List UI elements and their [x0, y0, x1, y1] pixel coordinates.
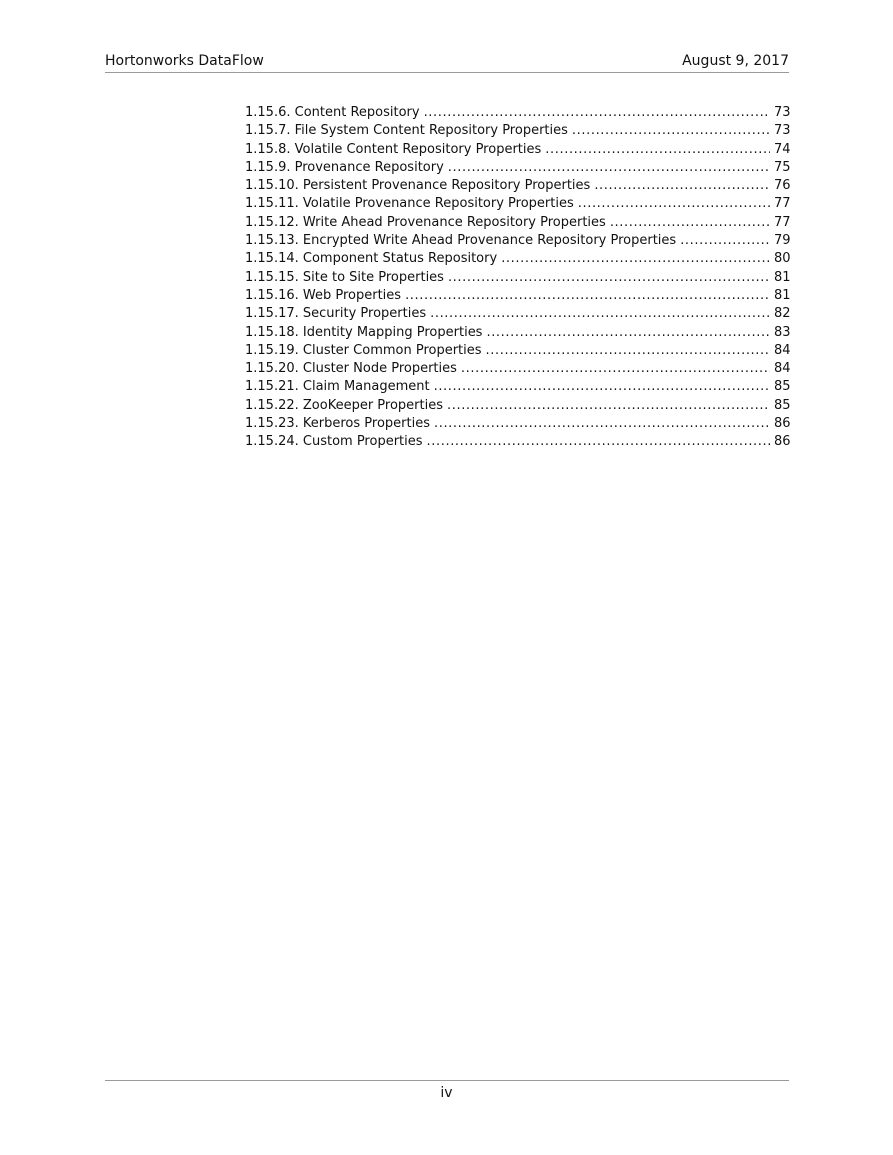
document-date: August 9, 2017	[682, 53, 789, 69]
toc-leader	[405, 287, 770, 305]
toc-entry-page[interactable]: 79	[774, 233, 791, 249]
toc-entry-title[interactable]: 1.15.17. Security Properties	[245, 306, 427, 322]
toc-entry-title[interactable]: 1.15.20. Cluster Node Properties	[245, 361, 457, 377]
toc-entry-title[interactable]: 1.15.18. Identity Mapping Properties	[245, 324, 483, 340]
toc-entry[interactable]	[245, 250, 790, 268]
toc-entry[interactable]	[245, 141, 790, 159]
toc-entry-title[interactable]: 1.15.24. Custom Properties	[245, 434, 423, 450]
toc-entry-title[interactable]: 1.15.13. Encrypted Write Ahead Provenance Repository Properties	[245, 233, 677, 249]
toc-entry-title[interactable]: 1.15.8. Volatile Content Repository Properties	[245, 141, 542, 157]
toc-entry-page[interactable]: 73	[774, 105, 791, 120]
toc-entry-page[interactable]: 74	[774, 141, 791, 157]
toc-entry[interactable]	[245, 159, 790, 177]
toc-entry-page[interactable]: 81	[774, 269, 791, 285]
toc-leader	[448, 159, 770, 177]
toc-entry[interactable]	[245, 342, 790, 360]
toc-leader	[430, 305, 770, 323]
toc-entry-page[interactable]: 86	[774, 434, 791, 450]
toc-leader	[447, 397, 770, 415]
toc-entry-title[interactable]: 1.15.19. Cluster Common Properties	[245, 342, 482, 358]
toc-entry-title[interactable]: 1.15.14. Component Status Repository	[245, 251, 498, 267]
toc-entry[interactable]	[245, 177, 790, 195]
toc-entry[interactable]	[245, 378, 790, 396]
toc-leader	[434, 415, 770, 433]
toc-leader	[486, 324, 770, 342]
toc-leader	[680, 232, 770, 250]
toc-leader	[448, 269, 770, 287]
toc-entry[interactable]	[245, 324, 790, 342]
toc-leader	[461, 360, 770, 378]
toc-entry-page[interactable]: 86	[774, 416, 791, 432]
toc-leader	[572, 122, 770, 140]
toc-entry[interactable]	[245, 415, 790, 433]
toc-entry[interactable]	[245, 269, 790, 287]
toc-entry[interactable]	[245, 122, 790, 140]
toc-leader	[501, 250, 770, 268]
footer-divider	[105, 1080, 789, 1081]
toc-entry-page[interactable]: 85	[774, 379, 791, 395]
toc-entry-page[interactable]: 80	[774, 251, 791, 267]
toc-entry[interactable]	[245, 433, 790, 451]
toc-leader	[594, 177, 770, 195]
toc-entry[interactable]	[245, 305, 790, 323]
page-number: iv	[440, 1085, 453, 1101]
toc-entry-title[interactable]: 1.15.9. Provenance Repository	[245, 159, 444, 175]
toc-entry-title[interactable]: 1.15.16. Web Properties	[245, 287, 402, 303]
toc-entry-page[interactable]: 85	[774, 397, 791, 413]
toc-entry[interactable]	[245, 287, 790, 305]
toc-entry-page[interactable]: 75	[774, 159, 791, 175]
toc-entry-page[interactable]: 83	[774, 324, 791, 340]
toc-entry-page[interactable]: 77	[774, 196, 791, 212]
toc-leader	[610, 214, 770, 232]
toc-entry-title[interactable]: 1.15.15. Site to Site Properties	[245, 269, 444, 285]
toc-entry-title[interactable]: 1.15.10. Persistent Provenance Repository Properties	[245, 178, 591, 194]
toc-leader	[427, 433, 770, 451]
toc-entry-title[interactable]: 1.15.22. ZooKeeper Properties	[245, 397, 443, 413]
page-header	[105, 52, 789, 72]
toc-entry-page[interactable]: 76	[774, 178, 791, 194]
toc-entry-page[interactable]: 81	[774, 287, 791, 303]
toc-leader	[578, 195, 770, 213]
table-of-contents	[245, 104, 790, 452]
toc-entry-title[interactable]: 1.15.6. Content Repository	[245, 105, 420, 120]
toc-entry[interactable]	[245, 360, 790, 378]
toc-entry-page[interactable]: 84	[774, 342, 791, 358]
header-divider	[105, 72, 789, 73]
toc-entry-title[interactable]: 1.15.21. Claim Management	[245, 379, 430, 395]
toc-leader	[486, 342, 770, 360]
toc-entry[interactable]	[245, 104, 790, 122]
toc-leader	[434, 378, 770, 396]
toc-entry[interactable]	[245, 232, 790, 250]
document-title: Hortonworks DataFlow	[105, 53, 264, 69]
toc-entry-page[interactable]: 73	[774, 123, 791, 139]
toc-entry-page[interactable]: 82	[774, 306, 791, 322]
toc-entry[interactable]	[245, 214, 790, 232]
toc-entry-page[interactable]: 84	[774, 361, 791, 377]
toc-entry-page[interactable]: 77	[774, 214, 791, 230]
toc-entry[interactable]	[245, 397, 790, 415]
toc-leader	[545, 141, 770, 159]
toc-entry-title[interactable]: 1.15.7. File System Content Repository Properties	[245, 123, 568, 139]
toc-leader	[424, 104, 770, 122]
toc-entry-title[interactable]: 1.15.23. Kerberos Properties	[245, 416, 430, 432]
toc-entry-title[interactable]: 1.15.12. Write Ahead Provenance Repository Properties	[245, 214, 606, 230]
toc-entry[interactable]	[245, 195, 790, 213]
toc-entry-title[interactable]: 1.15.11. Volatile Provenance Repository Properties	[245, 196, 574, 212]
